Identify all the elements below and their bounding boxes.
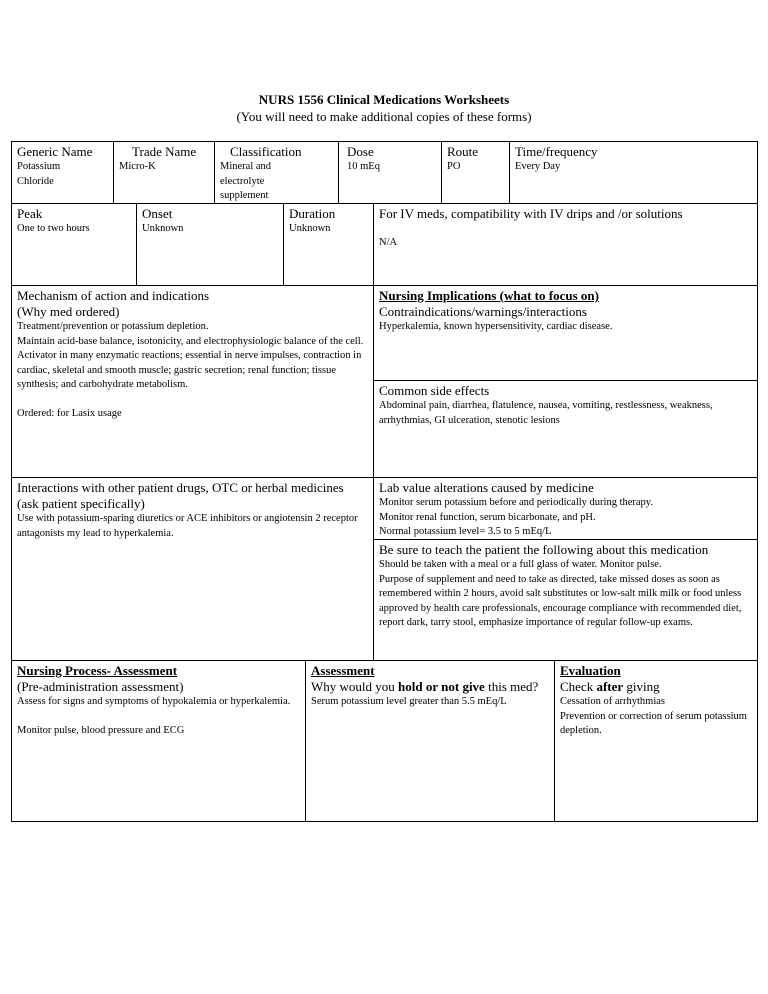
ordered-reason: Ordered: for Lasix usage bbox=[17, 407, 122, 419]
lab-values-line-3: Normal potassium level= 3.5 to 5 mEq/L bbox=[379, 526, 552, 538]
process-assessment-monitor: Monitor pulse, blood pressure and ECG bbox=[17, 724, 185, 736]
trade-name-cell bbox=[113, 141, 215, 204]
assessment-cell bbox=[305, 660, 555, 822]
assessment-title: Assessment bbox=[311, 663, 375, 678]
evaluation-check: Check after giving bbox=[560, 679, 660, 694]
classification-label: Classification bbox=[230, 144, 302, 159]
mechanism-text: Maintain acid-base balance, isotonicity, and electrophysiologic balance of the cell. Activator in many enzymatic reactions; essential in nerve impulses, contraction in cardiac, skeletal and smooth muscle; gastric secretion; renal function; tissue synthesis; and carbohydrate metabolism. bbox=[17, 335, 364, 391]
route-value: PO bbox=[447, 161, 461, 172]
mechanism-cell bbox=[11, 285, 374, 478]
trade-name-value: Micro-K bbox=[119, 161, 156, 172]
evaluation-line-2: Prevention or correction of serum potassium depletion. bbox=[560, 710, 747, 737]
evaluation-cell bbox=[554, 660, 758, 822]
onset-cell bbox=[136, 203, 284, 286]
patient-teaching-label: Be sure to teach the patient the following about this medication bbox=[379, 542, 709, 557]
side-effects-label: Common side effects bbox=[379, 383, 490, 398]
onset-value: Unknown bbox=[142, 223, 184, 234]
patient-teaching-text: Purpose of supplement and need to take as directed, take missed doses as soon as remembered within 2 hours, avoid salt substitutes or low-salt milk milk or food unless approved by health care professionals, encourage compliance with recommended diet, report dark, tarry stool, emphasize importance of regular follow-up exams. bbox=[379, 573, 742, 629]
dose-label: Dose bbox=[347, 144, 374, 159]
process-assessment-cell bbox=[11, 660, 306, 822]
lab-values-line-2: Monitor renal function, serum bicarbonate, and pH. bbox=[379, 511, 596, 523]
interactions-cell bbox=[11, 477, 374, 661]
generic-name-label: Generic Name bbox=[17, 144, 93, 159]
peak-cell bbox=[11, 203, 137, 286]
evaluation-line-1: Cessation of arrhythmias bbox=[560, 696, 665, 707]
duration-label: Duration bbox=[289, 206, 336, 221]
time-frequency-cell bbox=[509, 141, 758, 204]
time-frequency-value: Every Day bbox=[515, 161, 561, 172]
trade-name-label: Trade Name bbox=[132, 144, 197, 159]
route-cell bbox=[441, 141, 510, 204]
classification-value: Mineral and electrolyte supplement bbox=[220, 161, 272, 202]
peak-label: Peak bbox=[17, 206, 43, 221]
assessment-question: Why would you hold or not give this med? bbox=[311, 679, 539, 694]
dose-value: 10 mEq bbox=[347, 161, 380, 172]
nursing-implications-cell bbox=[373, 285, 758, 381]
interactions-label: Interactions with other patient drugs, OTC or herbal medicines (ask patient specifically) bbox=[17, 480, 344, 511]
peak-value: One to two hours bbox=[17, 223, 90, 234]
patient-teaching-cell bbox=[373, 539, 758, 661]
assessment-text: Serum potassium level greater than 5.5 mEq/L bbox=[311, 696, 507, 707]
classification-cell bbox=[214, 141, 339, 204]
lab-values-cell bbox=[373, 477, 758, 540]
mechanism-label: Mechanism of action and indications bbox=[17, 288, 210, 303]
iv-compatibility-label: For IV meds, compatibility with IV drips and /or solutions bbox=[379, 206, 683, 221]
generic-name-cell bbox=[11, 141, 114, 204]
process-assessment-title: Nursing Process- Assessment bbox=[17, 663, 178, 678]
mechanism-sublabel: (Why med ordered) bbox=[17, 304, 120, 319]
generic-name-value: Potassium Chloride bbox=[17, 161, 61, 187]
process-assessment-text: Assess for signs and symptoms of hypokalemia or hyperkalemia. bbox=[17, 696, 291, 707]
side-effects-text: Abdominal pain, diarrhea, flatulence, nausea, vomiting, restlessness, weakness, arrhythmias, GI ulceration, stenotic lesions bbox=[379, 400, 713, 426]
interactions-text: Use with potassium-sparing diuretics or ACE inhibitors or angiotensin 2 receptor antagonists my lead to hyperkalemia. bbox=[17, 513, 358, 539]
lab-values-label: Lab value alterations caused by medicine bbox=[379, 480, 594, 495]
contraindications-label: Contraindications/warnings/interactions bbox=[379, 304, 587, 319]
duration-value: Unknown bbox=[289, 223, 331, 234]
onset-label: Onset bbox=[142, 206, 173, 221]
process-assessment-subtitle: (Pre-administration assessment) bbox=[17, 679, 184, 694]
patient-teaching-line-1: Should be taken with a meal or a full glass of water. Monitor pulse. bbox=[379, 559, 662, 570]
evaluation-title: Evaluation bbox=[560, 663, 621, 678]
duration-cell bbox=[283, 203, 374, 286]
iv-compatibility-cell bbox=[373, 203, 758, 286]
nursing-implications-title: Nursing Implications (what to focus on) bbox=[379, 288, 599, 303]
mechanism-indication: Treatment/prevention or potassium depletion. bbox=[17, 321, 209, 332]
route-label: Route bbox=[447, 144, 479, 159]
dose-cell bbox=[338, 141, 442, 204]
time-frequency-label: Time/frequency bbox=[515, 144, 598, 159]
side-effects-cell bbox=[373, 380, 758, 478]
lab-values-line-1: Monitor serum potassium before and periodically during therapy. bbox=[379, 497, 653, 508]
page-subtitle: (You will need to make additional copies of these forms) bbox=[236, 109, 532, 124]
contraindications-text: Hyperkalemia, known hypersensitivity, cardiac disease. bbox=[379, 321, 613, 332]
page-title: NURS 1556 Clinical Medications Worksheets bbox=[258, 92, 510, 107]
iv-compatibility-value: N/A bbox=[379, 237, 398, 248]
